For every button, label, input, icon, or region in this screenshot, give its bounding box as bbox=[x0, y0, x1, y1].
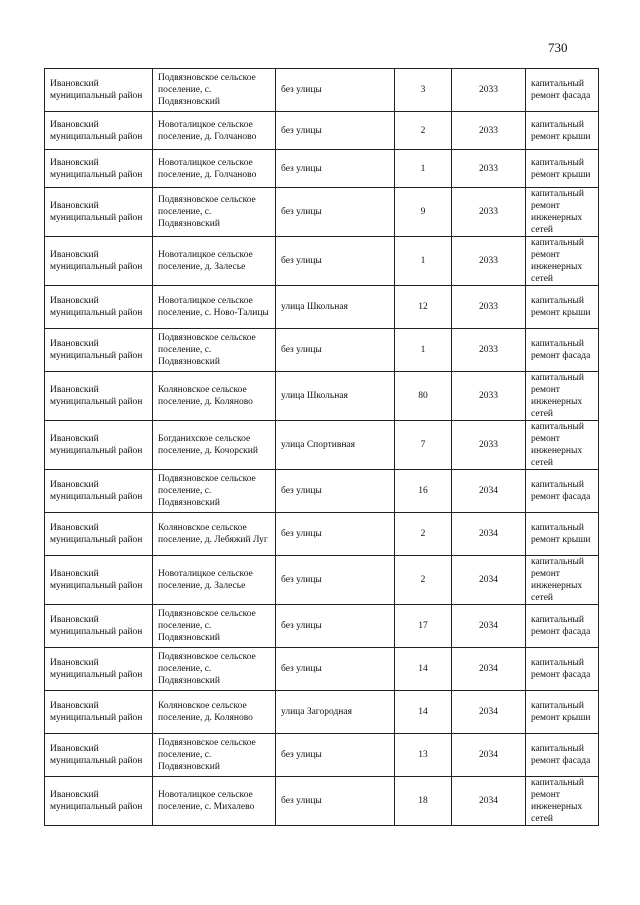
table-row bbox=[45, 513, 599, 556]
cell-work-type: капитальный ремонт инженерных сетей bbox=[526, 421, 599, 470]
cell-district: Ивановский муниципальный район bbox=[45, 691, 153, 734]
cell-district: Ивановский муниципальный район bbox=[45, 734, 153, 777]
cell-house-number: 14 bbox=[395, 691, 452, 734]
cell-settlement: Подвязновское сельское поселение, с. Подвязновский bbox=[153, 470, 276, 513]
cell-district: Ивановский муниципальный район bbox=[45, 513, 153, 556]
cell-street: без улицы bbox=[276, 605, 395, 648]
cell-house-number: 12 bbox=[395, 286, 452, 329]
cell-work-type: капитальный ремонт крыши bbox=[526, 691, 599, 734]
cell-year: 2033 bbox=[452, 69, 526, 112]
cell-year: 2033 bbox=[452, 372, 526, 421]
cell-house-number: 80 bbox=[395, 372, 452, 421]
cell-street: без улицы bbox=[276, 188, 395, 237]
table-row bbox=[45, 648, 599, 691]
cell-settlement: Подвязновское сельское поселение, с. Подвязновский bbox=[153, 605, 276, 648]
cell-house-number: 1 bbox=[395, 237, 452, 286]
table-row bbox=[45, 605, 599, 648]
cell-year: 2034 bbox=[452, 556, 526, 605]
cell-work-type: капитальный ремонт фасада bbox=[526, 470, 599, 513]
cell-street: улица Школьная bbox=[276, 286, 395, 329]
cell-settlement: Подвязновское сельское поселение, с. Подвязновский bbox=[153, 734, 276, 777]
table-row bbox=[45, 329, 599, 372]
cell-settlement: Подвязновское сельское поселение, с. Подвязновский bbox=[153, 188, 276, 237]
cell-work-type: капитальный ремонт инженерных сетей bbox=[526, 237, 599, 286]
cell-district: Ивановский муниципальный район bbox=[45, 372, 153, 421]
cell-house-number: 1 bbox=[395, 329, 452, 372]
cell-work-type: капитальный ремонт фасада bbox=[526, 734, 599, 777]
cell-house-number: 3 bbox=[395, 69, 452, 112]
cell-settlement: Новоталицкое сельское поселение, д. Залесье bbox=[153, 237, 276, 286]
cell-year: 2034 bbox=[452, 691, 526, 734]
cell-house-number: 17 bbox=[395, 605, 452, 648]
cell-house-number: 7 bbox=[395, 421, 452, 470]
cell-settlement: Подвязновское сельское поселение, с. Подвязновский bbox=[153, 329, 276, 372]
cell-work-type: капитальный ремонт фасада bbox=[526, 648, 599, 691]
cell-settlement: Коляновское сельское поселение, д. Коляново bbox=[153, 691, 276, 734]
cell-settlement: Подвязновское сельское поселение, с. Подвязновский bbox=[153, 69, 276, 112]
cell-settlement: Новоталицкое сельское поселение, д. Голчаново bbox=[153, 150, 276, 188]
cell-settlement: Подвязновское сельское поселение, с. Подвязновский bbox=[153, 648, 276, 691]
cell-settlement: Коляновское сельское поселение, д. Коляново bbox=[153, 372, 276, 421]
cell-house-number: 14 bbox=[395, 648, 452, 691]
cell-district: Ивановский муниципальный район bbox=[45, 150, 153, 188]
cell-district: Ивановский муниципальный район bbox=[45, 112, 153, 150]
repair-schedule-table bbox=[44, 68, 599, 826]
page-number: 730 bbox=[548, 40, 568, 55]
cell-work-type: капитальный ремонт инженерных сетей bbox=[526, 372, 599, 421]
cell-year: 2033 bbox=[452, 329, 526, 372]
cell-work-type: капитальный ремонт крыши bbox=[526, 150, 599, 188]
table-body bbox=[45, 69, 599, 826]
cell-settlement: Коляновское сельское поселение, д. Лебяжий Луг bbox=[153, 513, 276, 556]
table-row bbox=[45, 188, 599, 237]
cell-street: без улицы bbox=[276, 556, 395, 605]
cell-street: без улицы bbox=[276, 648, 395, 691]
cell-work-type: капитальный ремонт инженерных сетей bbox=[526, 777, 599, 826]
cell-house-number: 2 bbox=[395, 513, 452, 556]
cell-street: улица Загородная bbox=[276, 691, 395, 734]
cell-year: 2033 bbox=[452, 421, 526, 470]
cell-year: 2033 bbox=[452, 112, 526, 150]
cell-house-number: 9 bbox=[395, 188, 452, 237]
cell-year: 2033 bbox=[452, 237, 526, 286]
cell-street: без улицы bbox=[276, 513, 395, 556]
cell-settlement: Новоталицкое сельское поселение, д. Голчаново bbox=[153, 112, 276, 150]
cell-year: 2033 bbox=[452, 286, 526, 329]
cell-settlement: Новоталицкое сельское поселение, д. Залесье bbox=[153, 556, 276, 605]
table-row bbox=[45, 556, 599, 605]
cell-district: Ивановский муниципальный район bbox=[45, 188, 153, 237]
cell-street: без улицы bbox=[276, 777, 395, 826]
table-row bbox=[45, 150, 599, 188]
cell-work-type: капитальный ремонт крыши bbox=[526, 513, 599, 556]
cell-street: без улицы bbox=[276, 69, 395, 112]
table-row bbox=[45, 470, 599, 513]
cell-work-type: капитальный ремонт фасада bbox=[526, 605, 599, 648]
cell-settlement: Новоталицкое сельское поселение, с. Ново-Талицы bbox=[153, 286, 276, 329]
cell-year: 2034 bbox=[452, 605, 526, 648]
cell-work-type: капитальный ремонт крыши bbox=[526, 112, 599, 150]
cell-house-number: 2 bbox=[395, 556, 452, 605]
cell-work-type: капитальный ремонт крыши bbox=[526, 286, 599, 329]
cell-district: Ивановский муниципальный район bbox=[45, 69, 153, 112]
cell-street: без улицы bbox=[276, 734, 395, 777]
table-row bbox=[45, 112, 599, 150]
cell-settlement: Новоталицкое сельское поселение, с. Михалево bbox=[153, 777, 276, 826]
cell-year: 2034 bbox=[452, 777, 526, 826]
table-row bbox=[45, 237, 599, 286]
cell-year: 2034 bbox=[452, 513, 526, 556]
cell-year: 2034 bbox=[452, 648, 526, 691]
cell-street: улица Спортивная bbox=[276, 421, 395, 470]
cell-street: без улицы bbox=[276, 112, 395, 150]
cell-district: Ивановский муниципальный район bbox=[45, 605, 153, 648]
cell-district: Ивановский муниципальный район bbox=[45, 648, 153, 691]
cell-house-number: 16 bbox=[395, 470, 452, 513]
cell-street: без улицы bbox=[276, 237, 395, 286]
cell-house-number: 2 bbox=[395, 112, 452, 150]
cell-house-number: 1 bbox=[395, 150, 452, 188]
cell-year: 2034 bbox=[452, 734, 526, 777]
cell-work-type: капитальный ремонт фасада bbox=[526, 69, 599, 112]
cell-work-type: капитальный ремонт инженерных сетей bbox=[526, 556, 599, 605]
cell-street: без улицы bbox=[276, 150, 395, 188]
cell-district: Ивановский муниципальный район bbox=[45, 421, 153, 470]
table-row bbox=[45, 69, 599, 112]
table-row bbox=[45, 286, 599, 329]
cell-district: Ивановский муниципальный район bbox=[45, 329, 153, 372]
cell-street: без улицы bbox=[276, 470, 395, 513]
cell-work-type: капитальный ремонт фасада bbox=[526, 329, 599, 372]
cell-district: Ивановский муниципальный район bbox=[45, 286, 153, 329]
table-row bbox=[45, 734, 599, 777]
cell-district: Ивановский муниципальный район bbox=[45, 777, 153, 826]
cell-street: улица Школьная bbox=[276, 372, 395, 421]
cell-district: Ивановский муниципальный район bbox=[45, 237, 153, 286]
cell-house-number: 13 bbox=[395, 734, 452, 777]
table-row bbox=[45, 691, 599, 734]
cell-house-number: 18 bbox=[395, 777, 452, 826]
cell-year: 2033 bbox=[452, 188, 526, 237]
cell-district: Ивановский муниципальный район bbox=[45, 470, 153, 513]
cell-year: 2033 bbox=[452, 150, 526, 188]
table-row bbox=[45, 372, 599, 421]
table-row bbox=[45, 777, 599, 826]
table-row bbox=[45, 421, 599, 470]
cell-street: без улицы bbox=[276, 329, 395, 372]
cell-district: Ивановский муниципальный район bbox=[45, 556, 153, 605]
cell-work-type: капитальный ремонт инженерных сетей bbox=[526, 188, 599, 237]
cell-settlement: Богданихское сельское поселение, д. Кочорский bbox=[153, 421, 276, 470]
cell-year: 2034 bbox=[452, 470, 526, 513]
